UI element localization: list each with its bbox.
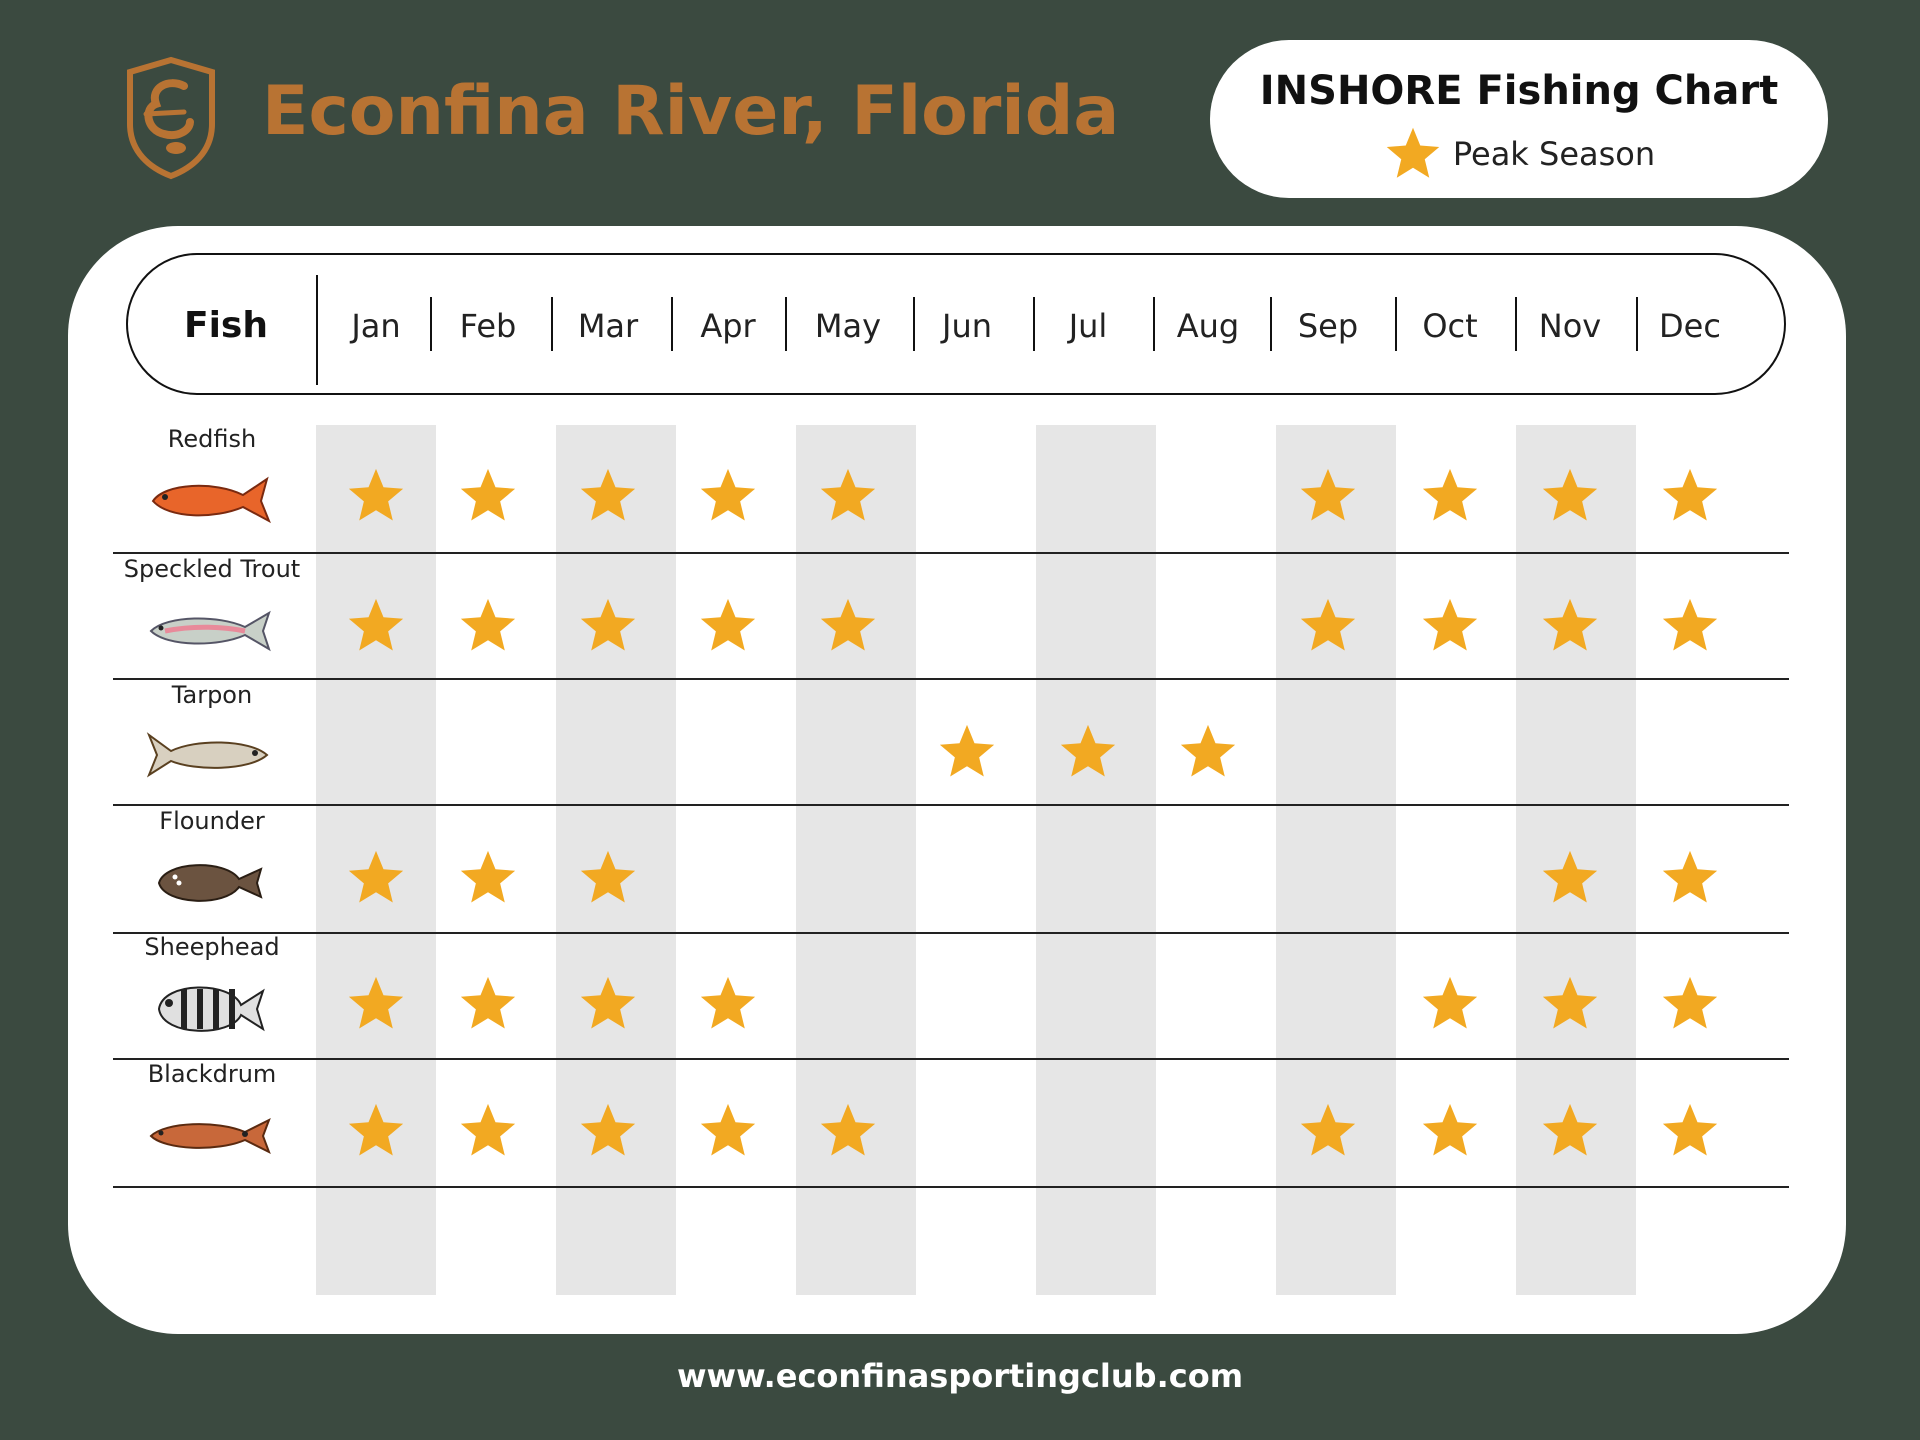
site-title: Econfina River, Florida — [262, 72, 1120, 151]
row-divider — [113, 932, 1789, 934]
month-divider — [1515, 297, 1517, 351]
month-divider — [316, 275, 318, 385]
peak-star-feb — [457, 1100, 519, 1162]
peak-star-nov — [1539, 847, 1601, 909]
month-label-may: May — [814, 307, 882, 345]
peak-star-may — [817, 595, 879, 657]
peak-star-aug — [1177, 721, 1239, 783]
peak-star-mar — [577, 465, 639, 527]
peak-star-may — [817, 465, 879, 527]
peak-star-apr — [697, 1100, 759, 1162]
peak-star-apr — [697, 973, 759, 1035]
month-divider — [1395, 297, 1397, 351]
row-divider — [113, 552, 1789, 554]
peak-star-jul — [1057, 721, 1119, 783]
fish-name: Redfish — [167, 425, 257, 453]
month-divider — [913, 297, 915, 351]
month-label-dec: Dec — [1659, 307, 1721, 345]
peak-star-feb — [457, 465, 519, 527]
peak-star-jan — [345, 595, 407, 657]
fish-name: Tarpon — [171, 681, 253, 709]
peak-star-oct — [1419, 973, 1481, 1035]
month-divider — [1153, 297, 1155, 351]
speckled-trout-icon — [145, 599, 275, 663]
month-label-feb: Feb — [459, 307, 517, 345]
redfish-icon — [145, 469, 275, 533]
chart-title: INSHORE Fishing Chart — [1259, 68, 1779, 114]
peak-star-dec — [1659, 973, 1721, 1035]
month-label-oct: Oct — [1422, 307, 1478, 345]
sheephead-icon — [145, 977, 275, 1041]
peak-star-mar — [577, 973, 639, 1035]
peak-star-may — [817, 1100, 879, 1162]
peak-star-oct — [1419, 465, 1481, 527]
month-label-nov: Nov — [1538, 307, 1602, 345]
peak-star-oct — [1419, 1100, 1481, 1162]
peak-star-nov — [1539, 973, 1601, 1035]
month-label-jan: Jan — [351, 307, 401, 345]
peak-star-sep — [1297, 1100, 1359, 1162]
peak-star-mar — [577, 847, 639, 909]
peak-star-jan — [345, 973, 407, 1035]
row-divider — [113, 804, 1789, 806]
peak-star-jan — [345, 465, 407, 527]
month-divider — [1270, 297, 1272, 351]
month-label-apr: Apr — [700, 307, 756, 345]
footer-url[interactable]: www.econfinasportingclub.com — [676, 1357, 1244, 1395]
peak-star-mar — [577, 1100, 639, 1162]
month-divider — [785, 297, 787, 351]
flounder-icon — [145, 851, 275, 915]
peak-star-dec — [1659, 847, 1721, 909]
fish-name: Flounder — [159, 807, 265, 835]
row-divider — [113, 1186, 1789, 1188]
star-icon — [1383, 124, 1443, 184]
shaded-column — [1036, 425, 1156, 1295]
fish-name: Blackdrum — [147, 1060, 277, 1088]
shield-monogram-logo-icon — [124, 56, 218, 180]
month-label-jun: Jun — [942, 307, 992, 345]
legend-row — [1210, 124, 1828, 184]
tarpon-icon — [145, 725, 275, 789]
month-divider — [1636, 297, 1638, 351]
peak-season-label: Peak Season — [1452, 135, 1656, 173]
peak-star-jan — [345, 847, 407, 909]
row-divider — [113, 1058, 1789, 1060]
shaded-column — [796, 425, 916, 1295]
peak-star-sep — [1297, 595, 1359, 657]
peak-star-dec — [1659, 595, 1721, 657]
peak-star-nov — [1539, 595, 1601, 657]
peak-star-oct — [1419, 595, 1481, 657]
peak-star-feb — [457, 847, 519, 909]
month-divider — [430, 297, 432, 351]
month-label-mar: Mar — [577, 307, 639, 345]
fish-name: Speckled Trout — [123, 555, 301, 583]
month-label-aug: Aug — [1176, 307, 1240, 345]
peak-star-jan — [345, 1100, 407, 1162]
month-divider — [1033, 297, 1035, 351]
month-label-jul: Jul — [1068, 307, 1108, 345]
peak-star-apr — [697, 595, 759, 657]
peak-star-dec — [1659, 1100, 1721, 1162]
legend-card — [1210, 40, 1828, 198]
peak-star-nov — [1539, 465, 1601, 527]
blackdrum-icon — [145, 1104, 275, 1168]
peak-star-feb — [457, 595, 519, 657]
fish-name: Sheephead — [144, 933, 280, 961]
month-label-sep: Sep — [1297, 307, 1359, 345]
peak-star-nov — [1539, 1100, 1601, 1162]
peak-star-apr — [697, 465, 759, 527]
row-divider — [113, 678, 1789, 680]
peak-star-jun — [936, 721, 998, 783]
month-divider — [671, 297, 673, 351]
peak-star-feb — [457, 973, 519, 1035]
peak-star-mar — [577, 595, 639, 657]
peak-star-dec — [1659, 465, 1721, 527]
peak-star-sep — [1297, 465, 1359, 527]
month-divider — [551, 297, 553, 351]
shaded-column — [1276, 425, 1396, 1295]
